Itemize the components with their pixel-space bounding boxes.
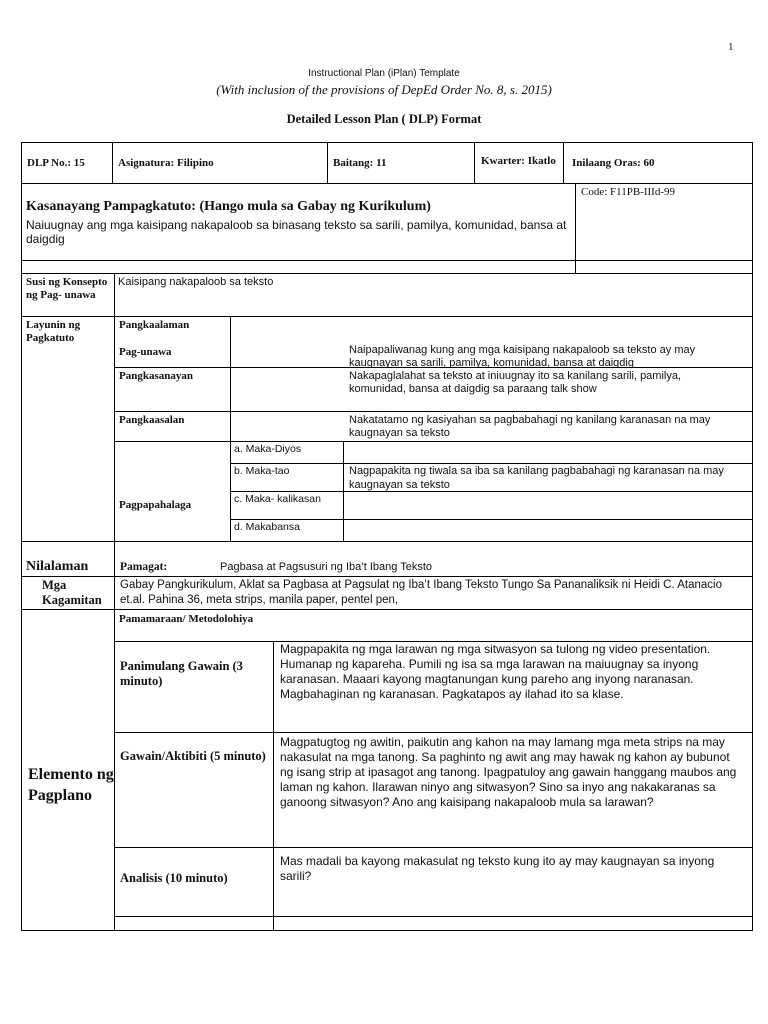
maka-tao: b. Maka-tao <box>230 463 344 492</box>
kasanayan-cell <box>21 183 576 261</box>
pagunawa-cell <box>230 316 753 368</box>
elemento-label: Elemento ng Pagplano <box>28 766 114 804</box>
maka-tao-cell <box>343 463 753 492</box>
pamagat-text: Pagbasa at Pagsusuri ng Iba’t Ibang Teksto <box>220 561 432 573</box>
pamagat-cell <box>114 541 753 577</box>
format-title: Detailed Lesson Plan ( DLP) Format <box>286 112 482 126</box>
maka-tao-text: Nagpapakita ng tiwala sa iba sa kanilang pagbabahagi ng karanasan na may kaugnayan sa teksto <box>349 465 724 491</box>
analisis-label: Analisis (10 minuto) <box>120 871 228 885</box>
gawain-text: Magpatugtog ng awitin, paikutin ang kahon na may lamang mga meta strips na may nakasulat na mga tanong. Sa paghinto ng awit ang may hawak ng kahon ay bubunot ng isang strip at ipasagot ang tanong. Ipagpatuloy ang gawain hanggang maubos ang laman ng kahon. Ilarawan ninyo ang sitwasyon? Sino sa inyo ang nakakaranas sa ganoong sitwasyon? Ano ang kaisipang nakapaloob mula sa larawan? <box>273 732 753 848</box>
pangkaasalan-text: Nakatatamo ng kasiyahan sa pagbabahagi ng kanilang karanasan na may kaugnayan sa teksto <box>349 414 711 439</box>
asignatura: Asignatura: Filipino <box>112 142 328 184</box>
nilalaman-cell <box>21 541 115 577</box>
pamamaraan-label: Pamamaraan/ Metodolohiya <box>119 613 254 625</box>
template-subtitle: (With inclusion of the provisions of DepEd Order No. 8, s. 2015) <box>216 82 552 97</box>
analisis-cell <box>114 847 274 917</box>
panimula-label: Panimulang Gawain (3 minuto) <box>120 659 243 688</box>
susi-text: Kaisipang nakapaloob sa teksto <box>114 273 753 317</box>
empty-row-text <box>273 916 753 931</box>
pangkaasalan-label: Pangkaasalan <box>114 411 231 442</box>
gawain-label: Gawain/Aktibiti (5 minuto) <box>120 749 266 763</box>
pangkasanayan-cell <box>230 367 753 412</box>
baitang: Baitang: 11 <box>327 142 475 184</box>
pamamaraan-cell <box>114 609 753 642</box>
maka-kalikasan-value <box>343 491 753 520</box>
kasanayan-code: Code: F11PB-IIId-99 <box>575 183 753 261</box>
spacer-row-code <box>575 260 753 274</box>
kasanayan-title: Kasanayang Pampagkatuto: (Hango mula sa Gabay ng Kurikulum) <box>26 199 431 214</box>
maka-kalikasan: c. Maka- kalikasan <box>230 491 344 520</box>
panimula-text: Magpapakita ng mga larawan ng mga sitwasyon sa tulong ng video presentation. Humanap ng kapareha. Pumili ng isa sa mga larawan na maiuugnay sa inyong karanasan. Maaari kayong magtanungan kung pareho ang inyong naranasan. Magbahaginan ng karanasan. Pagkatapos ay ilahad ito sa klase. <box>273 641 753 733</box>
pangkasanayan-label: Pangkasanayan <box>114 367 231 412</box>
elemento-cell <box>21 609 115 931</box>
pagpapahalaga-label: Pagpapahalaga <box>119 499 192 511</box>
dlp-number: DLP No.: 15 <box>21 142 113 184</box>
maka-diyos-value <box>343 441 753 464</box>
spacer-row <box>21 260 576 274</box>
pangkaasalan-cell <box>230 411 753 442</box>
layunin-label: Layunin ng Pagkatuto <box>21 316 115 542</box>
analisis-text: Mas madali ba kayong makasulat ng teksto kung ito ay may kaugnayan sa inyong sarili? <box>273 847 753 917</box>
maka-diyos: a. Maka-Diyos <box>230 441 344 464</box>
kagamitan-label: Mga Kagamitan <box>21 576 115 610</box>
nilalaman-label: Nilalaman <box>26 559 89 574</box>
pagunawa-label: Pag-unawa <box>119 346 172 358</box>
susi-label: Susi ng Konsepto ng Pag- unawa <box>21 273 115 317</box>
pangkaalaman-cell <box>114 316 231 368</box>
pangkaalaman-label: Pangkaalaman <box>119 319 190 331</box>
pangkasanayan-text: Nakapaglalahat sa teksto at iniuugnay ito sa kanilang sarili, pamilya, komunidad, bansa at daigdig sa paraang talk show <box>349 370 682 395</box>
page-number: 1 <box>728 41 734 53</box>
makabansa-value <box>343 519 753 542</box>
panimula-cell <box>114 641 274 733</box>
empty-row-label <box>114 916 274 931</box>
makabansa: d. Makabansa <box>230 519 344 542</box>
gawain-cell <box>114 732 274 848</box>
template-title: Instructional Plan (iPlan) Template <box>308 68 460 79</box>
kagamitan-text: Gabay Pangkurikulum, Aklat sa Pagbasa at Pagsulat ng Iba’t Ibang Teksto Tungo Sa Pananaliksik ni Heidi C. Atanacio et.al. Pahina 36, meta strips, manila paper, pentel pen, <box>114 576 753 610</box>
kasanayan-text: Naiuugnay ang mga kaisipang nakapaloob sa binasang teksto sa sarili, pamilya, komunidad, bansa at daigdig <box>26 218 567 246</box>
kwarter: Kwarter: Ikatlo <box>474 142 564 184</box>
pagunawa-text: Naipapaliwanag kung ang mga kaisipang nakapaloob sa teksto ay may kaugnayan sa sarili, pamilya, komunidad, bansa at daigdig <box>349 344 696 368</box>
pamagat-label: Pamagat: <box>120 561 168 573</box>
inilaang-oras: Inilaang Oras: 60 <box>563 142 753 184</box>
pagpapahalaga-cell <box>114 441 231 542</box>
